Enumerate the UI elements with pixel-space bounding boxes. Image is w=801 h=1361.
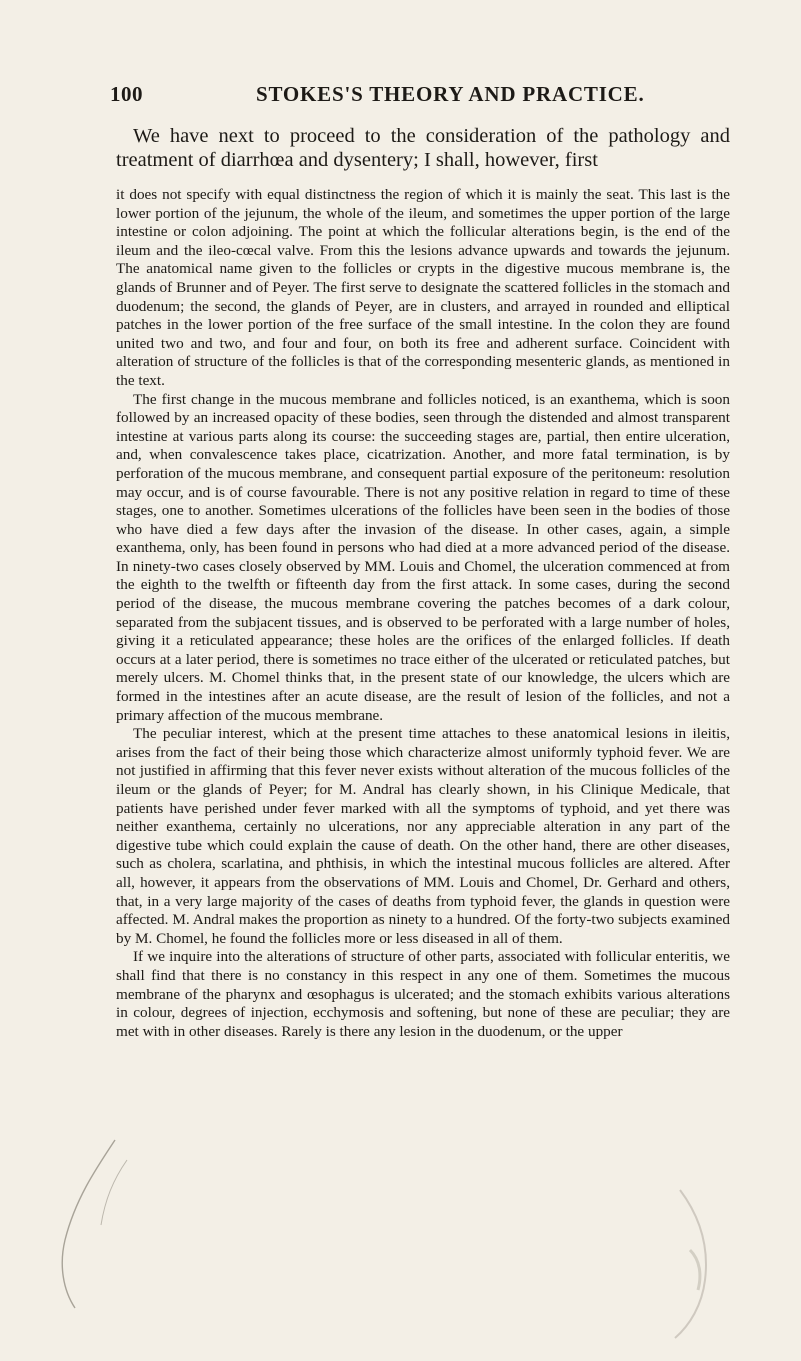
page-header [110, 82, 730, 112]
paragraph: it does not specify with equal distinctness the region of which it is mainly the seat. This last is the lower portion of the jejunum, the whole of the ileum, and sometimes the upper portion of the large intestine or colon adjoining. The point at which the follicular alterations begin, is the end of the ileum and the ileo-cœcal valve. From this the lesions advance upwards and towards the jejunum. The anatomical name given to the follicles or crypts in the digestive mucous membrane is, the glands of Brunner and of Peyer. The first serve to designate the scattered follicles in the stomach and duodenum; the second, the glands of Peyer, are in clusters, and arrayed in rounded and elliptical patches in the lower portion of the free surface of the small intestine. In the colon they are found united two and two, and four and four, on both its free and adherent surface. Coincident with alteration of structure of the follicles is that of the corresponding mesenteric glands, as mentioned in the text. [116, 186, 730, 389]
footnote-text [116, 186, 730, 1041]
running-head: STOKES'S THEORY AND PRACTICE. [256, 82, 645, 106]
paragraph: The peculiar interest, which at the present time attaches to these anatomical lesions in ileitis, arises from the fact of their being those which characterize almost uniformly typhoid fever. We are not justified in affirming that this fever never exists without alteration of the mucous follicles of the ileum or the glands of Peyer; for M. Andral has clearly shown, in his Clinique Medicale, that patients have perished under fever marked with all the symptoms of typhoid, and yet there was neither exanthema, certainly no ulcerations, nor any appreciable alteration in any part of the digestive tube which could explain the cause of death. On the other hand, there are other diseases, such as cholera, scarlatina, and phthisis, in which the intestinal mucous follicles are altered. After all, however, it appears from the observations of MM. Louis and Chomel, Dr. Gerhard and others, that, in a very large majority of the cases of deaths from typhoid fever, the glands in question were affected. M. Andral makes the proportion as ninety to a hundred. Of the forty-two subjects examined by M. Chomel, he found the follicles more or less diseased in all of them. [116, 725, 730, 947]
paragraph: If we inquire into the alterations of structure of other parts, associated with follicular enteritis, we shall find that there is no constancy in this respect in any one of them. Sometimes the mucous membrane of the pharynx and œsophagus is ulcerated; and the stomach exhibits various alterations in colour, degrees of injection, ecchymosis and softening, but none of these are peculiar; they are met with in other diseases. Rarely is there any lesion in the duodenum, or the upper [116, 948, 730, 1040]
paragraph: The first change in the mucous membrane and follicles noticed, is an exanthema, which is soon followed by an increased opacity of these bodies, seen through the distended and almost transparent intestine at various parts along its course: the succeeding stages are, partial, then entire ulceration, and, when convalescence takes place, cicatrization. Another, and more fatal termination, is by perforation of the mucous membrane, and consequent partial exposure of the peritoneum: resolution may occur, and is of course favourable. There is not any positive relation in regard to time of these stages, one to another. Sometimes ulcerations of the follicles have been seen in the bodies of those who have died a few days after the invasion of the disease. In other cases, again, a simple exanthema, only, has been found in persons who had died at a more advanced period of the disease. In ninety-two cases closely observed by MM. Louis and Chomel, the ulceration commenced at from the eighth to the twelfth or fifteenth day from the first attack. In some cases, during the second period of the disease, the mucous membrane covering the patches becomes of a dark colour, separated from the subjacent tissues, and is observed to be perforated with a large number of holes, giving it a reticulated appearance; these holes are the orifices of the enlarged follicles. If death occurs at a later period, there is sometimes no trace either of the ulcerated or reticulated patches, but merely ulcers. M. Chomel thinks that, in the present state of our knowledge, the ulcers which are formed in the intestines after an acute disease, are the result of lesion of the follicles, and not a primary affection of the mucous membrane. [116, 390, 730, 724]
ink-stain [650, 1150, 750, 1340]
page-edge-mark [35, 1130, 145, 1310]
lead-paragraph: We have next to proceed to the consideration of the pathology and treatment of diarrhœa and dysentery; I shall, however, first [116, 125, 730, 171]
page-number: 100 [110, 82, 143, 106]
